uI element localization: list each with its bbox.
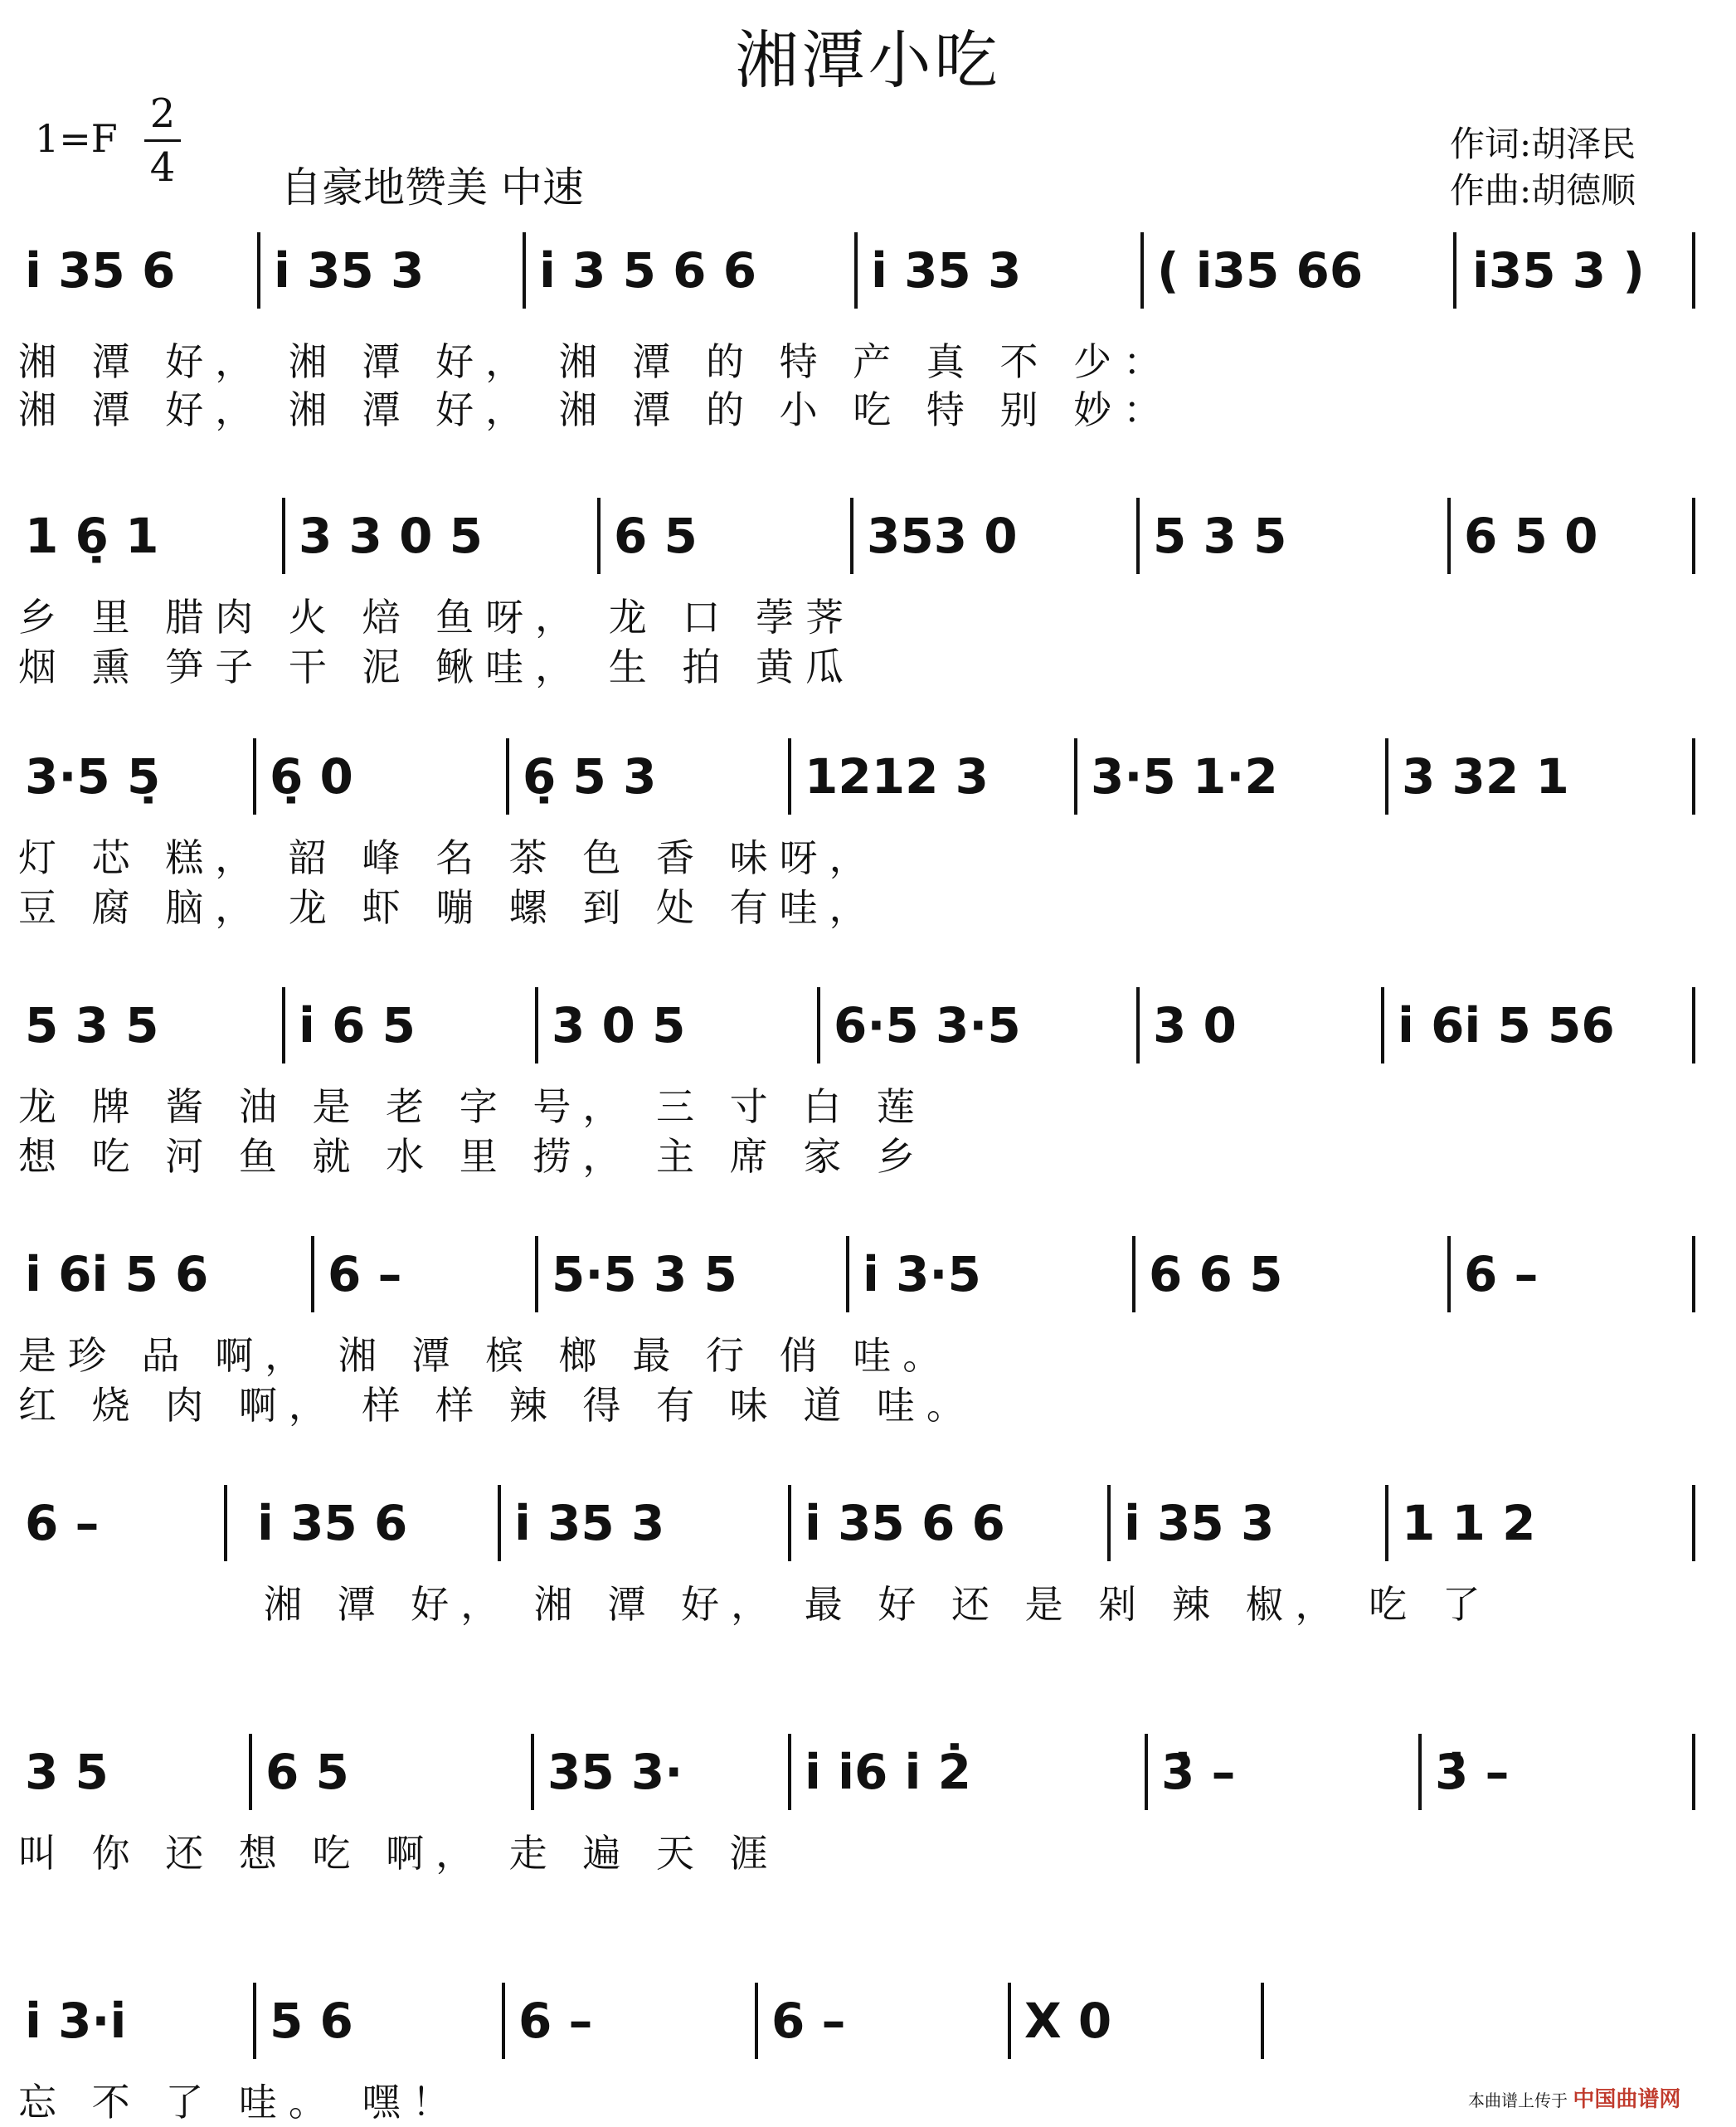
tempo-marking: 自豪地赞美 中速 [280, 163, 584, 212]
barline [1692, 738, 1695, 815]
lyrics-verse-1: 湘 潭 好， 湘 潭 好， 最 好 还 是 剁 辣 椒， 吃 了 [264, 1582, 1492, 1627]
barline [1145, 1734, 1148, 1810]
barline [257, 232, 260, 309]
measure: 5 3 5 [25, 997, 159, 1054]
measure: 1 6̣ 1 [25, 508, 159, 564]
measure: i̇ 35 3 [274, 242, 425, 299]
barline [282, 987, 285, 1064]
measure: 3 32 1 [1402, 748, 1569, 805]
barline [531, 1734, 534, 1810]
measure: 6 – [328, 1246, 402, 1302]
measure: 3 0 5 [552, 997, 686, 1054]
measure: 6 5 [265, 1744, 349, 1800]
barline [854, 232, 858, 309]
barline [311, 1236, 314, 1312]
barline [1261, 1983, 1264, 2059]
credits [1450, 121, 1636, 214]
barline [253, 738, 256, 815]
barline [1136, 498, 1140, 574]
barline [1453, 232, 1456, 309]
barline [249, 1734, 252, 1810]
measure: 1212 3 [805, 748, 989, 805]
barline [788, 1734, 791, 1810]
barline [535, 987, 538, 1064]
measure: i̇ 6i̇ 5 6 [25, 1246, 209, 1302]
measure: i̇ 3·i̇ [25, 1993, 127, 2049]
measure: 6 – [25, 1495, 100, 1551]
barline [1136, 987, 1140, 1064]
lyrics-verse-2: 烟 熏 笋子 干 泥 鳅哇， 生 拍 黄瓜 [18, 645, 855, 689]
measure: i̇35 3 ) [1472, 242, 1645, 299]
lyrics-verse-1: 龙 牌 酱 油 是 老 字 号， 三 寸 白 莲 [18, 1084, 926, 1129]
measure: i̇ 3·5 [863, 1246, 981, 1302]
barline [1385, 738, 1388, 815]
measure: 6̣ 5 3 [523, 748, 657, 805]
lyrics-verse-2: 豆 腐 脑， 龙 虾 嘣 螺 到 处 有哇， [18, 885, 879, 930]
measure: 5 3 5 [1153, 508, 1287, 564]
measure: 3 3 0 5 [299, 508, 484, 564]
barline [850, 498, 853, 574]
measure: 6̣ 0 [270, 748, 353, 805]
barline [1140, 232, 1144, 309]
barline [1418, 1734, 1422, 1810]
measure: i̇ 35 6 [257, 1495, 408, 1551]
barline [224, 1485, 227, 1561]
measure: 6 5 [614, 508, 698, 564]
measure: i̇ 6i̇ 5 56 [1398, 997, 1615, 1054]
key-signature: 1=F [35, 116, 118, 161]
footer-site: 中国曲谱网 [1573, 2087, 1681, 2112]
measure: ( i̇35 66 [1157, 242, 1364, 299]
barline [253, 1983, 256, 2059]
barline [506, 738, 509, 815]
barline [523, 232, 526, 309]
measure: 5·5 3 5 [552, 1246, 737, 1302]
measure: 6·5 3·5 [834, 997, 1021, 1054]
measure: 3̇ – [1435, 1744, 1510, 1800]
watermark [1468, 2082, 1680, 2113]
barline [1692, 1734, 1695, 1810]
measure: 35 3· [547, 1744, 683, 1800]
barline [535, 1236, 538, 1312]
measure: 6 5 0 [1464, 508, 1598, 564]
meter-top: 2 [149, 90, 176, 137]
time-signature [139, 91, 186, 190]
barline [1692, 987, 1695, 1064]
measure: i̇ i̇6 i̇ 2̇ [805, 1744, 971, 1800]
barline [1132, 1236, 1135, 1312]
barline [1692, 1236, 1695, 1312]
lyrics-verse-1: 乡 里 腊肉 火 焙 鱼呀， 龙 口 荸荠 [18, 595, 855, 640]
page-title: 湘潭小吃 [735, 23, 1001, 97]
measure: 3·5 1·2 [1091, 748, 1278, 805]
barline [1107, 1485, 1111, 1561]
barline [597, 498, 601, 574]
measure: 5 6 [270, 1993, 353, 2049]
lyrics-verse-1: 忘 不 了 哇。 嘿！ [18, 2080, 462, 2125]
barline [1074, 738, 1077, 815]
measure: 6 – [1464, 1246, 1539, 1302]
measure: i̇ 35 6 [25, 242, 176, 299]
barline [1385, 1485, 1388, 1561]
measure: 353 0 [867, 508, 1018, 564]
measure: 3̇ – [1161, 1744, 1236, 1800]
barline [817, 987, 820, 1064]
measure: X 0 [1024, 1993, 1112, 2049]
measure: 6 6 5 [1149, 1246, 1283, 1302]
barline [1008, 1983, 1011, 2059]
lyrics-verse-2: 想 吃 河 鱼 就 水 里 捞， 主 席 家 乡 [18, 1134, 926, 1179]
measure: i̇ 35 3 [871, 242, 1022, 299]
meter-bottom: 4 [149, 144, 176, 191]
lyrics-verse-2: 湘 潭 好， 湘 潭 好， 湘 潭 的 小 吃 特 别 妙： [18, 387, 1174, 432]
measure: 3 5 [25, 1744, 109, 1800]
lyricist: 作词:胡泽民 [1450, 124, 1636, 164]
measure: i̇ 35 3 [1124, 1495, 1275, 1551]
barline [788, 738, 791, 815]
barline [846, 1236, 849, 1312]
measure: 3·5 5̣ [25, 748, 161, 805]
barline [498, 1485, 501, 1561]
barline [1692, 498, 1695, 574]
measure: i̇ 35 3 [514, 1495, 665, 1551]
lyrics-verse-1: 是珍 品 啊， 湘 潭 槟 榔 最 行 俏 哇。 [18, 1333, 953, 1378]
lyrics-verse-1: 湘 潭 好， 湘 潭 好， 湘 潭 的 特 产 真 不 少： [18, 339, 1174, 384]
measure: 6 – [518, 1993, 593, 2049]
barline [755, 1983, 758, 2059]
barline [788, 1485, 791, 1561]
measure: i̇ 3 5 6 6 [539, 242, 757, 299]
meter-line [144, 139, 181, 142]
lyrics-verse-2: 红 烧 肉 啊， 样 样 辣 得 有 味 道 哇。 [18, 1383, 976, 1428]
composer: 作曲:胡德顺 [1450, 170, 1636, 211]
measure: i̇ 6 5 [299, 997, 416, 1054]
measure: 1 1 2 [1402, 1495, 1536, 1551]
lyrics-verse-1: 灯 芯 糕， 韶 峰 名 茶 色 香 味呀， [18, 835, 879, 880]
barline [1692, 232, 1695, 309]
measure: 6 – [771, 1993, 846, 2049]
barline [282, 498, 285, 574]
barline [1381, 987, 1384, 1064]
barline [1447, 498, 1451, 574]
barline [502, 1983, 505, 2059]
measure: 3 0 [1153, 997, 1237, 1054]
footer-prefix: 本曲谱上传于 [1468, 2090, 1568, 2110]
barline [1447, 1236, 1451, 1312]
lyrics-verse-1: 叫 你 还 想 吃 啊， 走 遍 天 涯 [18, 1831, 780, 1876]
measure: i̇ 35 6 6 [805, 1495, 1005, 1551]
barline [1692, 1485, 1695, 1561]
